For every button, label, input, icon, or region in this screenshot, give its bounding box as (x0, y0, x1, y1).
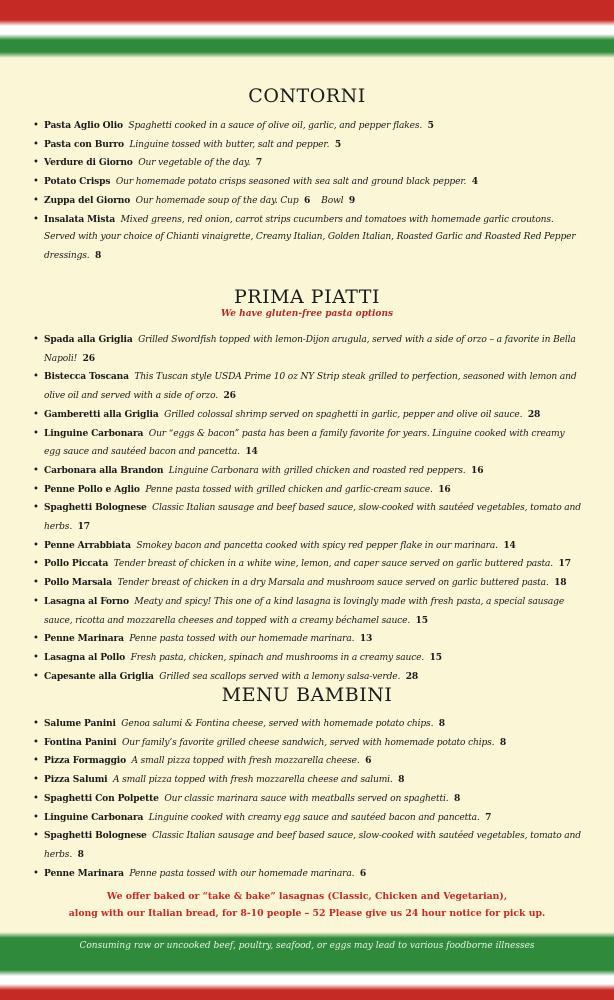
menu-item: • Lasagna al Pollo Fresh pasta, chicken, spinach and mushrooms in a creamy sauce. 15 (33, 649, 583, 668)
menu-item: • Potato Crisps Our homemade potato crisps seasoned with sea salt and ground black pepper. 4 (33, 173, 583, 192)
menu-item: • Capesante alla Griglia Grilled sea scallops served with a lemony salsa-verde. 28 (33, 668, 583, 687)
menu-item: • Penne Arrabbiata Smokey bacon and pancetta cooked with spicy red pepper flake in our marinara. 14 (33, 537, 583, 556)
menu-item: • Linguine Carbonara Linguine cooked with creamy egg sauce and sautéed bacon and pancetta. 7 (33, 809, 583, 828)
menu-item: • Penne Pollo e Aglio Penne pasta tossed with grilled chicken and garlic-cream sauce. 16 (33, 481, 583, 500)
menu-item: • Pasta con Burro Linguine tossed with butter, salt and pepper. 5 (33, 136, 583, 155)
menu-item: • Salume Panini Genoa salumi & Fontina cheese, served with homemade potato chips. 8 (33, 715, 583, 734)
menu-item: • Spaghetti Bolognese Classic Italian sausage and beef based sauce, slow-cooked with sautéed vegetables, tomato and herbs. 17 (33, 499, 583, 536)
menu-item: • Pasta Aglio Olio Spaghetti cooked in a sauce of olive oil, garlic, and pepper flakes. 5 (33, 117, 583, 136)
contorni-list (33, 117, 583, 266)
top-flag-band (0, 0, 614, 58)
gluten-free-note: We have gluten-free pasta options (220, 309, 394, 319)
menu-item: • Verdure di Giorno Our vegetable of the day. 7 (33, 154, 583, 173)
menu-item: • Zuppa del Giorno Our homemade soup of the day. Cup 6 Bowl 9 (33, 192, 583, 211)
section-title-prima-piatti: PRIMA PIATTI (234, 286, 380, 308)
lasagna-notice-line-1: We offer baked or “take & bake” lasagnas (Classic, Chicken and Vegetarian), (106, 891, 508, 902)
menu-item: • Pollo Marsala Tender breast of chicken in a dry Marsala and mushroom sauce served on garlic buttered pasta. 18 (33, 574, 583, 593)
menu-item: • Bistecca Toscana This Tuscan style USDA Prime 10 oz NY Strip steak grilled to perfection, seasoned with lemon and olive oil and served with a side of orzo. 26 (33, 368, 583, 405)
food-safety-disclaimer: Consuming raw or uncooked beef, poultry, seafood, or eggs may lead to various foodborne illnesses (79, 941, 535, 951)
menu-item: • Pizza Formaggio A small pizza topped with fresh mozzarella cheese. 6 (33, 752, 583, 771)
menu-item: • Penne Marinara Penne pasta tossed with our homemade marinara. 13 (33, 630, 583, 649)
menu-item: • Pizza Salumi A small pizza topped with fresh mozzarella cheese and salumi. 8 (33, 771, 583, 790)
prima-piatti-list (33, 331, 583, 686)
menu-item: • Spaghetti Bolognese Classic Italian sausage and beef based sauce, slow-cooked with sautéed vegetables, tomato and herbs. 8 (33, 827, 583, 864)
menu-item: • Penne Marinara Penne pasta tossed with our homemade marinara. 6 (33, 865, 583, 884)
section-title-menu-bambini: MENU BAMBINI (221, 684, 393, 706)
menu-item: • Gamberetti alla Griglia Grilled colossal shrimp served on spaghetti in garlic, pepper and olive oil sauce. 28 (33, 406, 583, 425)
menu-item: • Spaghetti Con Polpette Our classic marinara sauce with meatballs served on spaghetti. 8 (33, 790, 583, 809)
menu-bambini-list (33, 715, 583, 883)
menu-item: • Pollo Piccata Tender breast of chicken in a white wine, lemon, and caper sauce served on garlic buttered pasta. 17 (33, 555, 583, 574)
menu-item: • Spada alla Griglia Grilled Swordfish topped with lemon-Dijon arugula, served with a side of orzo – a favorite in Bella Napoli! 26 (33, 331, 583, 368)
menu-item: • Insalata Mista Mixed greens, red onion, carrot strips cucumbers and tomatoes with homemade garlic croutons. Served with your choice of Chianti vinaigrette, Creamy Italian, Golden Italian, Roasted Garlic and Roasted Red Pepper dressings. 8 (33, 211, 583, 266)
menu-item: • Carbonara alla Brandon Linguine Carbonara with grilled chicken and roasted red peppers. 16 (33, 462, 583, 481)
menu-item: • Lasagna al Forno Meaty and spicy! This one of a kind lasagna is lovingly made with fresh pasta, a special sausage sauce, ricotta and mozzarella cheeses and topped with a creamy béchamel sauce. 15 (33, 593, 583, 630)
menu-item: • Linguine Carbonara Our “eggs & bacon” pasta has been a family favorite for years. Linguine cooked with creamy egg sauce and sautéed bacon and pancetta. 14 (33, 425, 583, 462)
section-title-contorni: CONTORNI (248, 85, 366, 107)
lasagna-notice-line-2: along with our Italian bread, for 8-10 people – 52 Please give us 24 hour notice for pick up. (68, 908, 546, 919)
menu-item: • Fontina Panini Our family’s favorite grilled cheese sandwich, served with homemade potato chips. 8 (33, 734, 583, 753)
